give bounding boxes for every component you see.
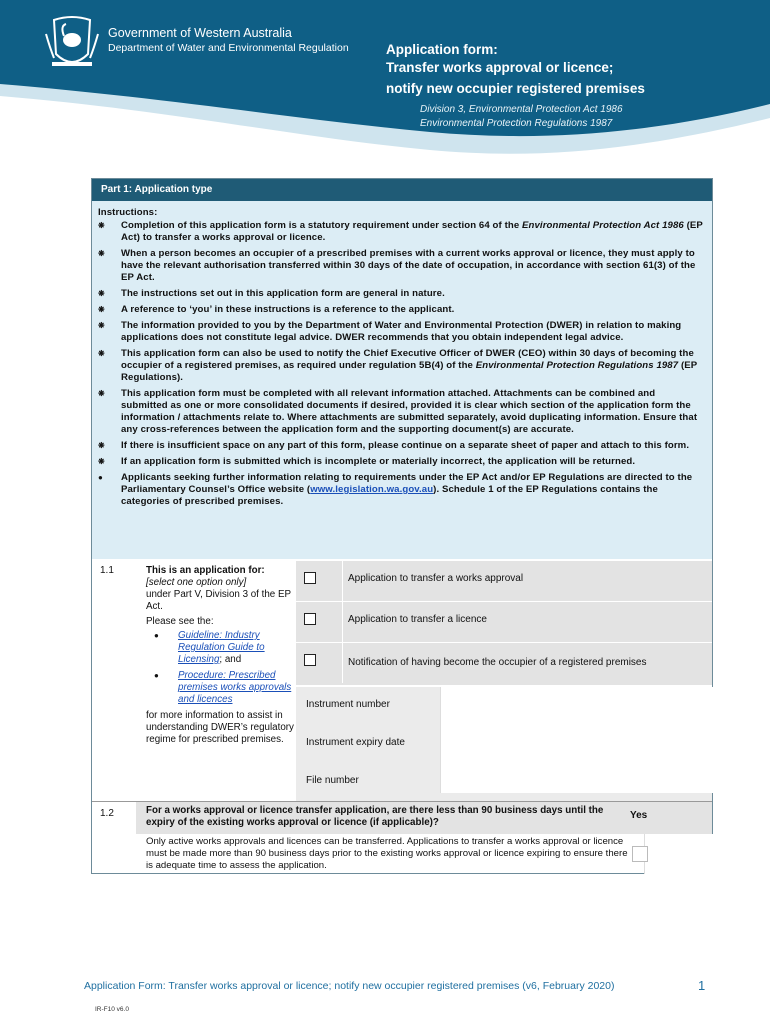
instrument-expiry-input[interactable] — [440, 725, 713, 763]
page-number: 1 — [698, 978, 706, 993]
part1-heading: Part 1: Application type — [92, 179, 712, 201]
form-subtitle-line1: Division 3, Environmental Protection Act 1986 — [420, 104, 623, 115]
guideline-link[interactable]: Guideline: Industry Regulation Guide to Licensing — [178, 630, 265, 665]
option-label: Application to transfer a works approval — [348, 573, 524, 584]
option-label: Application to transfer a licence — [348, 614, 487, 625]
instruction-item: ❋ A reference to ‘you’ in these instructions is a reference to the applicant. — [98, 304, 704, 316]
instruction-item: ❋ If there is insufficient space on any part of this form, please continue on a separate sheet of paper and attach to this form. — [98, 440, 704, 452]
instruction-item: ❋ Completion of this application form is a statutory requirement under section 64 of the Environmental Protection Act 1986 (EP Act) to transfer a works approval or licence. — [98, 220, 704, 244]
form-title-line3: notify new occupier registered premises — [386, 81, 645, 96]
section-1-2 — [92, 801, 712, 874]
instructions-panel — [92, 201, 712, 559]
instruction-item: ❋ This application form can also be used to notify the Chief Executive Officer of DWER (CEO) within 30 days of becoming the occupier of a registered premises, as required under regulation 5B(4) of the Environmental Protection Regulations 1987 (EP Regulations). — [98, 348, 704, 384]
list-item — [146, 670, 296, 706]
checkbox[interactable] — [304, 654, 316, 666]
question-rest: under Part V, Division 3 of the EP Act. — [146, 589, 291, 612]
form-title-line2: Transfer works approval or licence; — [386, 60, 614, 75]
part1-panel — [91, 178, 713, 874]
org-name: Government of Western Australia — [108, 26, 292, 40]
document-id: IR-F10 v6.0 — [95, 1006, 129, 1013]
field-label: Instrument number — [306, 699, 390, 710]
please-see-label: Please see the: — [146, 616, 214, 627]
field-label: File number — [306, 775, 359, 786]
section-1-2-note: Only active works approvals and licences can be transferred. Applications to transfer a works approval or licence must be made more than 90 business days prior to the existing works approval or licence expiring to ensure there is adequate time to assess the application. — [146, 836, 628, 871]
option-transfer-licence[interactable] — [296, 602, 712, 643]
yes-checkbox[interactable] — [632, 846, 648, 862]
section-number: 1.2 — [100, 808, 114, 819]
option-label: Notification of having become the occupier of a registered premises — [348, 657, 647, 668]
section-1-2-question: For a works approval or licence transfer application, are there less than 90 business days until the expiry of the existing works approval or licence (if applicable)? — [146, 805, 604, 828]
more-info-text: for more information to assist in understanding DWER’s regulatory regime for prescribed premises. — [146, 710, 294, 745]
section-number: 1.1 — [100, 565, 114, 576]
instructions-title: Instructions: — [98, 207, 158, 218]
list-item: ● Guideline: Industry Regulation Guide to Licensing; and — [146, 630, 296, 666]
wa-crest-icon — [44, 14, 100, 72]
footer-text: Application Form: Transfer works approval or licence; notify new occupier registered premises (v6, February 2020) — [84, 980, 615, 992]
legislation-link[interactable]: www.legislation.wa.gov.au — [310, 484, 434, 495]
option-transfer-works-approval[interactable] — [296, 561, 712, 602]
department-name: Department of Water and Environmental Regulation — [108, 42, 349, 54]
procedure-link[interactable]: Procedure: Prescribed premises works approvals and licences — [178, 670, 292, 705]
question-heading: This is an application for: — [146, 565, 265, 576]
checkbox[interactable] — [304, 613, 316, 625]
yes-label: Yes — [630, 810, 648, 821]
instructions-list — [98, 220, 704, 508]
instruction-item: ❋ The information provided to you by the Department of Water and Environmental Protection (DWER) in relation to making applications does not constitute legal advice. DWER recommends that you obtain independent legal advice. — [98, 320, 704, 344]
instrument-number-input[interactable] — [440, 687, 713, 725]
reference-links — [146, 630, 296, 706]
instruction-item: ❋ The instructions set out in this application form are general in nature. — [98, 288, 704, 300]
instruction-item: ● Applicants seeking further information relating to requirements under the EP Act and/or EP Regulations are directed to the Parliamentary Counsel’s Office website (www.legislation.wa.gov.au). Schedule 1 of the EP Regulations contains the categories of prescribed premises. — [98, 472, 704, 508]
field-label: Instrument expiry date — [306, 737, 405, 748]
instruction-item: ❋ If an application form is submitted which is incomplete or materially incorrect, the application will be returned. — [98, 456, 704, 468]
section-1-1 — [92, 561, 712, 801]
file-number-input[interactable] — [440, 763, 713, 793]
instruction-item: ❋ This application form must be completed with all relevant information attached. Attachments can be combined and submitted as one or more consolidated documents if desired, provided it is clear which section of the application form the information / attachments relate to. Where attachments are submitted separately, avoid duplicating information. Ensure that any cross-references between the application form and the supporting document(s) are accurate. — [98, 388, 704, 436]
option-notify-occupier[interactable] — [296, 643, 712, 686]
form-subtitle-line2: Environmental Protection Regulations 1987 — [420, 118, 613, 129]
instruction-item: ❋ When a person becomes an occupier of a prescribed premises with a current works approval or licence, they must apply to have the relevant authorisation transferred within 30 days of the date of occupation, in accordance with section 61(3) of the EP Act. — [98, 248, 704, 284]
form-title-line1: Application form: — [386, 42, 498, 57]
section-1-1-question — [146, 565, 296, 746]
checkbox[interactable] — [304, 572, 316, 584]
question-hint: [select one option only] — [146, 577, 247, 588]
